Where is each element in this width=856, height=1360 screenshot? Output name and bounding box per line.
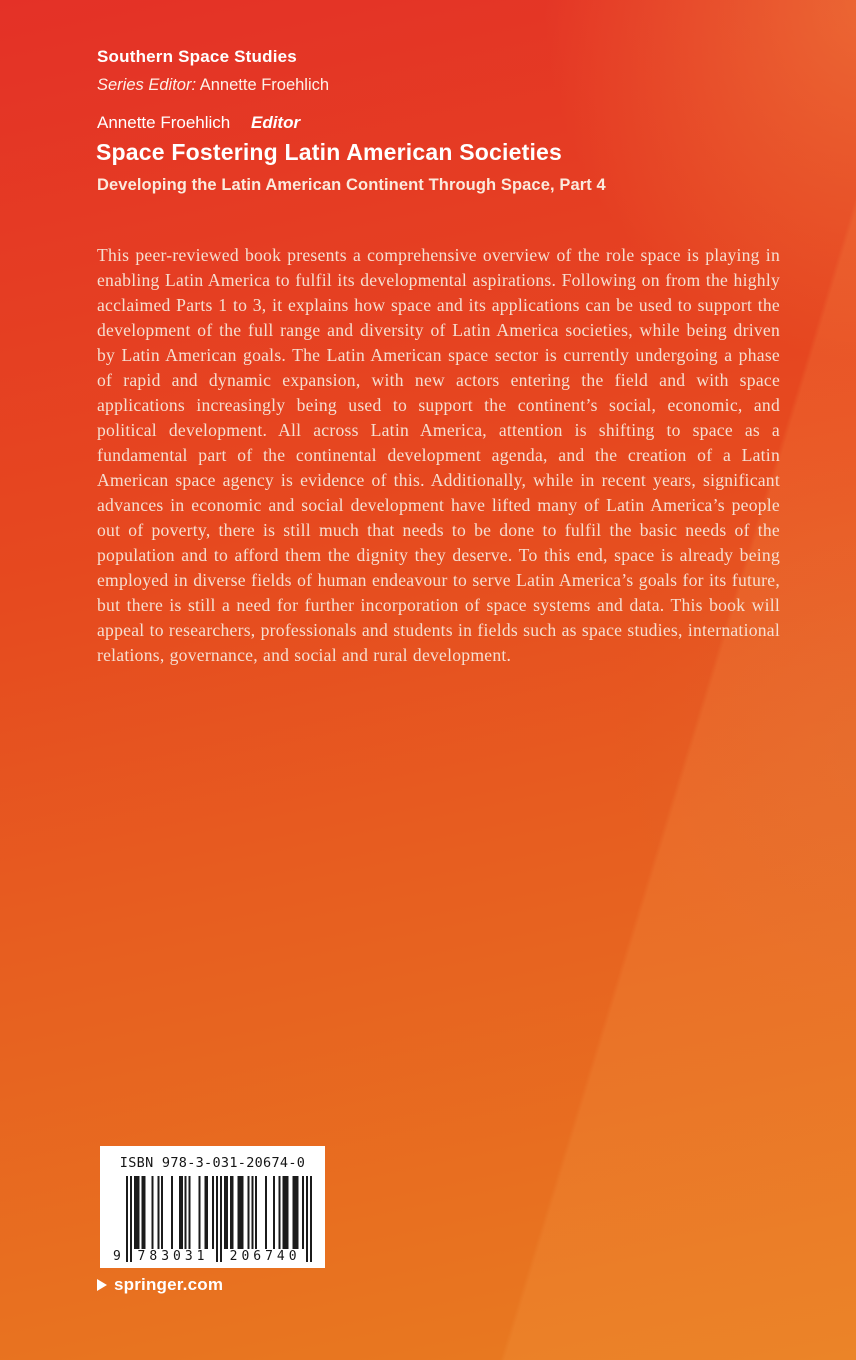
series-name: Southern Space Studies — [97, 47, 297, 66]
springer-arrow-icon — [97, 1279, 107, 1291]
barcode-digits-right: 206740 — [229, 1249, 301, 1264]
publisher-row — [97, 1275, 223, 1295]
publisher-url: springer.com — [114, 1275, 224, 1294]
series-editor-name: Annette Froehlich — [199, 76, 330, 94]
barcode-digit-leading: 9 — [113, 1249, 121, 1264]
editor-role-label: Editor — [250, 113, 301, 132]
book-subtitle: Developing the Latin American Continent Through Space, Part 4 — [97, 176, 606, 194]
isbn-panel — [100, 1146, 325, 1268]
series-editor-line — [97, 76, 329, 95]
editor-line — [97, 113, 300, 133]
book-title: Space Fostering Latin American Societies — [96, 139, 563, 165]
series-editor-label: Series Editor: — [97, 76, 197, 94]
book-description: This peer-reviewed book presents a comprehensive overview of the role space is playing in enabling Latin America to fulfil its developmental aspirations. Following on from the highly acclaimed Parts 1 to 3, it explains how space and its applications can be used to support the development of the full range and diversity of Latin America societies, while being driven by Latin American goals. The Latin American space sector is currently undergoing a phase of rapid and dynamic expansion, with new actors entering the field and with space applications increasingly being used to support the continent’s social, economic, and political development. All across Latin America, attention is shifting to space as a fundamental part of the continental development agenda, and the creation of a Latin American space agency is evidence of this. Additionally, while in recent years, significant advances in economic and social development have lifted many of Latin America’s people out of poverty, there is still much that needs to be done to fulfil the basic needs of the population and to afford them the dignity they deserve. To this end, space is already being employed in diverse fields of human endeavour to serve Latin America’s goals for its future, but there is still a need for further incorporation of space systems and data. This book will appeal to researchers, professionals and students in fields such as space studies, international relations, governance, and social and rural development. — [97, 245, 780, 665]
isbn-label: ISBN 978-3-031-20674-0 — [119, 1155, 306, 1171]
editor-name: Annette Froehlich — [97, 113, 231, 132]
barcode-digits-left: 783031 — [137, 1249, 209, 1264]
ean13-barcode — [113, 1176, 312, 1264]
